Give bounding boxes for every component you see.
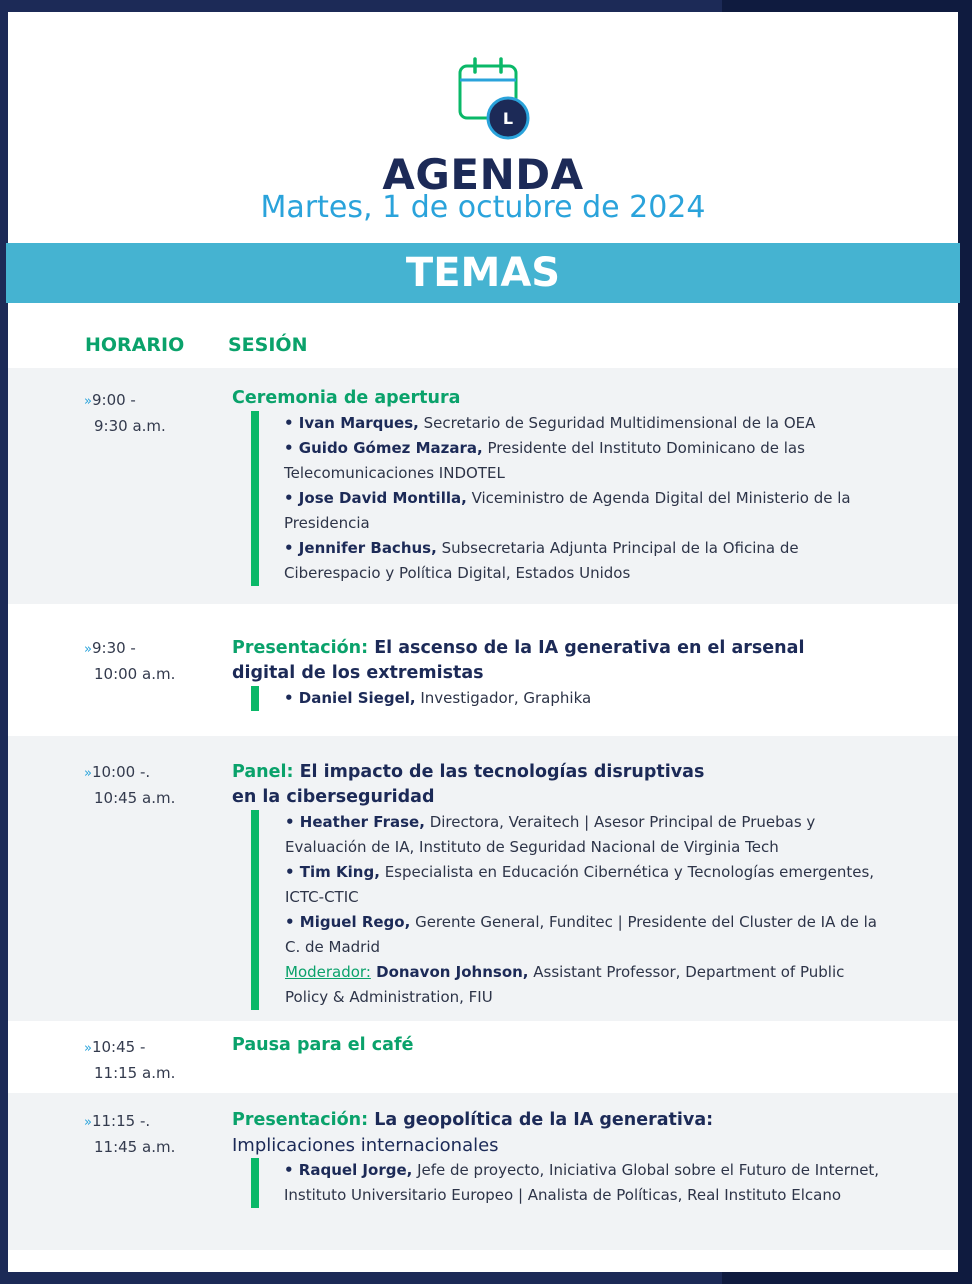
time-marker: » — [84, 394, 92, 409]
agenda-row — [8, 1093, 958, 1250]
session-content — [232, 386, 882, 586]
agenda-row — [8, 736, 958, 1021]
speaker-list — [232, 1158, 882, 1208]
calendar-letter: L — [502, 109, 514, 128]
column-header-time: HORARIO — [85, 334, 185, 356]
accent-bar — [251, 686, 259, 711]
session-title: Ceremonia de apertura — [232, 388, 461, 408]
speaker: • Jose David Montilla, Viceministro de Agenda Digital del Ministerio de la Presidencia — [284, 489, 851, 532]
topics-banner: TEMAS — [6, 243, 960, 303]
moderator: Moderador: Donavon Johnson, Assistant Professor, Department of Public Policy & Administration, FIU — [285, 963, 845, 1006]
agenda-card — [8, 12, 958, 1272]
calendar-icon — [458, 56, 542, 146]
session-time: »9:00 - 9:30 a.m. — [84, 391, 166, 435]
speaker: • Heather Frase, Directora, Veraitech | Asesor Principal de Pruebas y Evaluación de IA, Instituto de Seguridad Nacional de Virginia Tech — [285, 813, 816, 856]
agenda-row — [8, 1021, 958, 1093]
speaker: • Miguel Rego, Gerente General, Funditec | Presidente del Cluster de IA de la C. de Madrid — [285, 913, 877, 956]
session-title: Presentación: La geopolítica de la IA generativa: — [232, 1110, 714, 1130]
speaker: • Tim King, Especialista en Educación Cibernética y Tecnologías emergentes, ICTC-CTIC — [285, 863, 875, 906]
speaker-list — [232, 411, 882, 586]
session-content — [232, 1108, 882, 1208]
speaker: • Jennifer Bachus, Subsecretaria Adjunta Principal de la Oficina de Ciberespacio y Política Digital, Estados Unidos — [284, 539, 799, 582]
speaker: • Daniel Siegel, Investigador, Graphika — [284, 689, 592, 707]
page-date: Martes, 1 de octubre de 2024 — [260, 190, 706, 225]
session-time: »9:30 - 10:00 a.m. — [84, 639, 176, 683]
session-time: »10:00 -. 10:45 a.m. — [84, 763, 176, 807]
session-title: Presentación: El ascenso de la IA generativa en el arsenal digital de los extremistas — [232, 638, 805, 683]
agenda-row — [8, 604, 958, 736]
moderator-label: Moderador: — [285, 963, 371, 981]
speaker: • Ivan Marques, Secretario de Seguridad Multidimensional de la OEA — [284, 414, 816, 432]
agenda-row — [8, 368, 958, 604]
session-time: »11:15 -. 11:45 a.m. — [84, 1112, 176, 1156]
accent-bar — [251, 1158, 259, 1208]
page-title: AGENDA — [382, 150, 584, 199]
session-title-line2: en la ciberseguridad — [232, 787, 435, 807]
session-content — [232, 1033, 882, 1058]
speaker-list — [232, 686, 832, 711]
speaker: • Raquel Jorge, Jefe de proyecto, Iniciativa Global sobre el Futuro de Internet, Instituto Universitario Europeo | Analista de Políticas, Real Instituto Elcano — [284, 1161, 880, 1204]
session-title: Panel: El impacto de las tecnologías disruptivas — [232, 762, 705, 782]
speaker: • Guido Gómez Mazara, Presidente del Instituto Dominicano de las Telecomunicaciones INDOTEL — [284, 439, 805, 482]
speaker-list — [232, 810, 882, 1010]
accent-bar — [251, 810, 259, 1010]
session-content — [232, 636, 832, 711]
accent-bar — [251, 411, 259, 586]
session-title: Pausa para el café — [232, 1035, 414, 1055]
session-time: »10:45 - 11:15 a.m. — [84, 1038, 176, 1082]
column-header-session: SESIÓN — [228, 334, 308, 356]
session-subtitle: Implicaciones internacionales — [232, 1135, 499, 1156]
session-content — [232, 760, 882, 1010]
